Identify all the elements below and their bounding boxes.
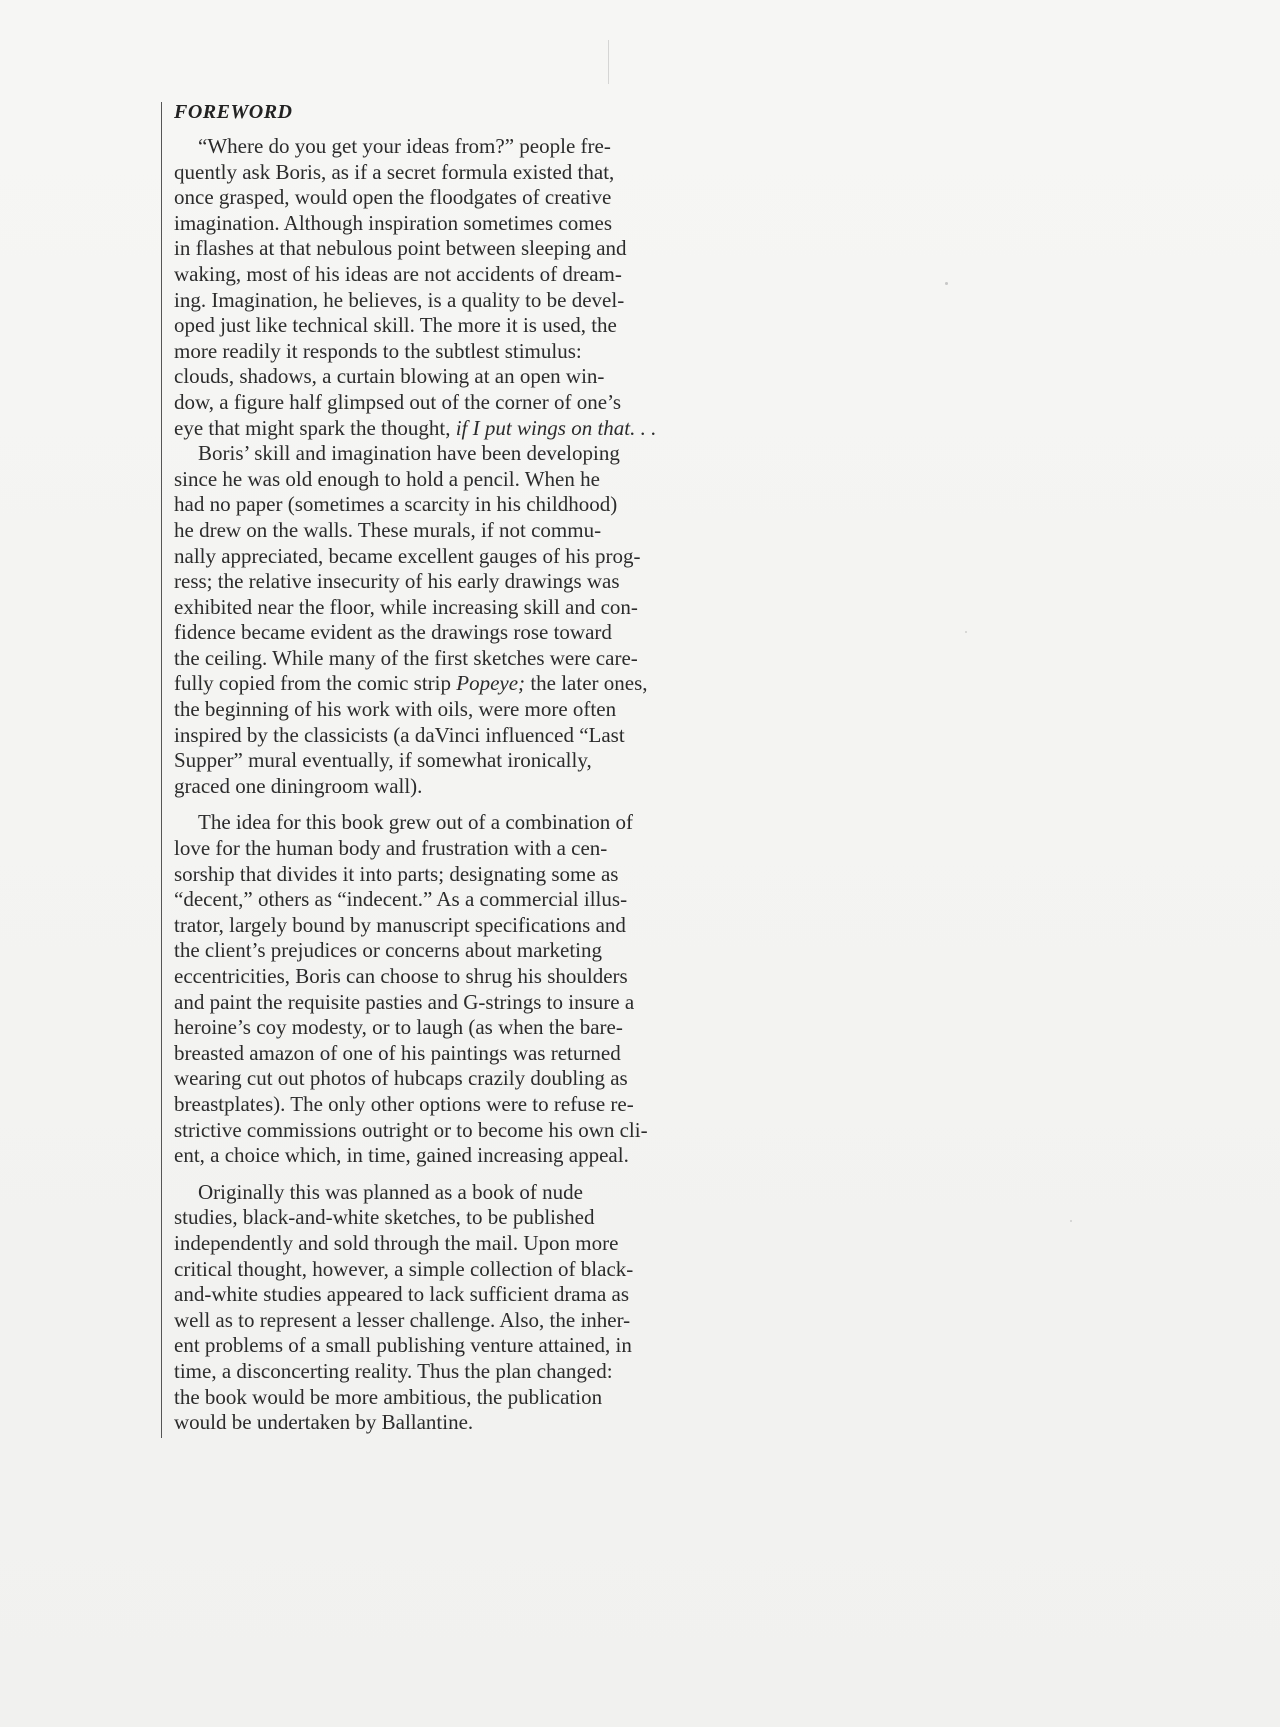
text-line: more readily it responds to the subtlest stimulus: bbox=[174, 338, 582, 363]
text-line: the ceiling. While many of the first sketches were care- bbox=[174, 645, 638, 670]
text-run: eye that might spark the thought, bbox=[174, 415, 456, 440]
text-line: inspired by the classicists (a daVinci influenced “Last bbox=[174, 722, 625, 747]
text-line: fidence became evident as the drawings rose toward bbox=[174, 620, 612, 645]
text-line: since he was old enough to hold a pencil. When he bbox=[174, 466, 600, 491]
text-run: the later ones, bbox=[525, 671, 648, 696]
text-line: love for the human body and frustration with a cen- bbox=[174, 836, 608, 861]
text-line: ing. Imagination, he believes, is a quality to be devel- bbox=[174, 287, 625, 312]
text-line: trator, largely bound by manuscript specifications and bbox=[174, 912, 626, 937]
text-line: wearing cut out photos of hubcaps crazily doubling as bbox=[174, 1066, 628, 1091]
text-line: well as to represent a lesser challenge. Also, the inher- bbox=[174, 1307, 631, 1332]
text-line: “decent,” others as “indecent.” As a commercial illus- bbox=[174, 887, 628, 912]
text-line: the client’s prejudices or concerns about marketing bbox=[174, 938, 603, 963]
text-line: time, a disconcerting reality. Thus the plan changed: bbox=[174, 1358, 613, 1383]
text-line: oped just like technical skill. The more it is used, the bbox=[174, 313, 617, 338]
text-line: breasted amazon of one of his paintings was returned bbox=[174, 1040, 621, 1065]
text-line: and-white studies appeared to lack sufficient drama as bbox=[174, 1282, 630, 1307]
text-line: clouds, shadows, a curtain blowing at an open win- bbox=[174, 364, 605, 389]
margin-rule bbox=[161, 102, 162, 1438]
text-line: eccentricities, Boris can choose to shrug his shoulders bbox=[174, 964, 628, 988]
text-line: independently and sold through the mail. Upon more bbox=[174, 1230, 619, 1255]
text-line: Boris’ skill and imagination have been developing bbox=[198, 441, 620, 466]
text-run: fully copied from the comic strip bbox=[174, 671, 457, 696]
page-title: FOREWORD bbox=[174, 101, 293, 123]
paragraph-4 bbox=[174, 1180, 714, 1436]
page-speck bbox=[1070, 1220, 1072, 1222]
text-line: once grasped, would open the floodgates of creative bbox=[174, 185, 612, 210]
text-line: would be undertaken by Ballantine. bbox=[174, 1410, 474, 1435]
text-line: “Where do you get your ideas from?” people fre- bbox=[198, 134, 611, 158]
text-line: heroine’s coy modesty, or to laugh (as when the bare- bbox=[174, 1015, 623, 1040]
text-line: quently ask Boris, as if a secret formula existed that, bbox=[174, 159, 615, 184]
text-line bbox=[174, 416, 714, 442]
text-line: had no paper (sometimes a scarcity in his childhood) bbox=[174, 492, 618, 517]
text-line bbox=[174, 671, 714, 697]
text-line: ent problems of a small publishing venture attained, in bbox=[174, 1333, 632, 1358]
text-line: breastplates). The only other options were to refuse re- bbox=[174, 1091, 634, 1116]
text-line: The idea for this book grew out of a combination of bbox=[198, 810, 634, 835]
text-line: dow, a figure half glimpsed out of the corner of one’s bbox=[174, 389, 622, 414]
text-line: ress; the relative insecurity of his early drawings was bbox=[174, 569, 620, 594]
text-line: critical thought, however, a simple collection of black- bbox=[174, 1256, 634, 1281]
page-speck bbox=[608, 40, 609, 84]
text-line: in flashes at that nebulous point between sleeping and bbox=[174, 236, 627, 261]
text-line: Originally this was planned as a book of nude bbox=[198, 1179, 583, 1204]
text-line: and paint the requisite pasties and G-strings to insure a bbox=[174, 989, 635, 1014]
paragraph-1 bbox=[174, 134, 714, 441]
text-line: the beginning of his work with oils, were more often bbox=[174, 697, 617, 722]
page-speck bbox=[965, 631, 967, 633]
italic-text: if I put wings on that. . . bbox=[455, 415, 657, 440]
text-line: graced one diningroom wall). bbox=[174, 773, 423, 798]
text-line: nally appreciated, became excellent gauges of his prog- bbox=[174, 543, 641, 568]
text-line: studies, black-and-white sketches, to be published bbox=[174, 1205, 595, 1230]
text-line: imagination. Although inspiration sometimes comes bbox=[174, 210, 613, 235]
italic-text: Popeye; bbox=[456, 671, 526, 696]
paragraph-3 bbox=[174, 810, 714, 1168]
foreword-column bbox=[174, 98, 714, 1436]
text-line: sorship that divides it into parts; designating some as bbox=[174, 861, 619, 886]
paragraph-2 bbox=[174, 441, 714, 799]
page-speck bbox=[945, 282, 948, 285]
text-line: ent, a choice which, in time, gained increasing appeal. bbox=[174, 1143, 629, 1168]
text-line: exhibited near the floor, while increasing skill and con- bbox=[174, 594, 638, 619]
text-line: the book would be more ambitious, the publication bbox=[174, 1384, 603, 1409]
text-line: waking, most of his ideas are not accidents of dream- bbox=[174, 261, 622, 286]
text-line: he drew on the walls. These murals, if not commu- bbox=[174, 517, 602, 542]
text-line: strictive commissions outright or to become his own cli- bbox=[174, 1117, 648, 1142]
text-line: Supper” mural eventually, if somewhat ironically, bbox=[174, 748, 592, 773]
